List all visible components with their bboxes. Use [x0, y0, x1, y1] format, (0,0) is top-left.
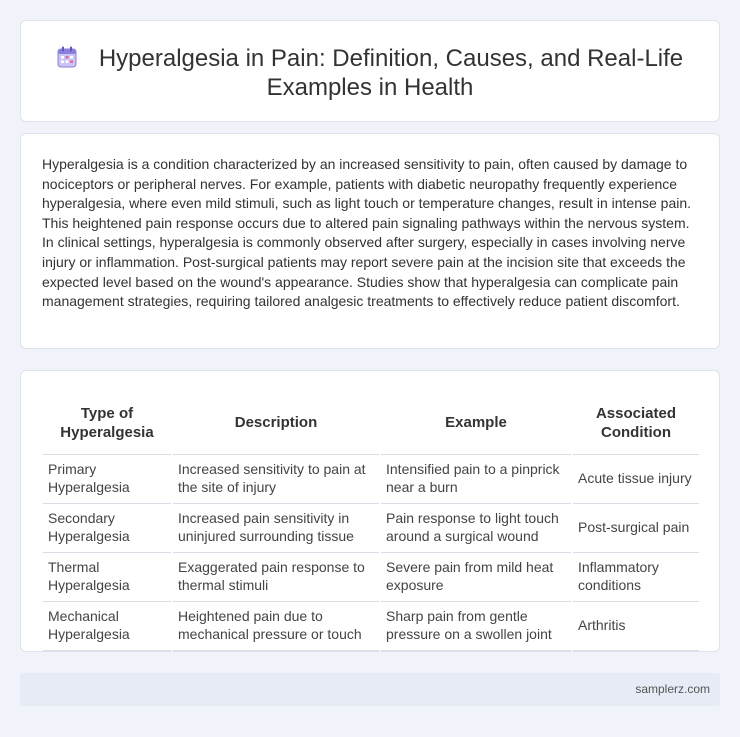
cell-condition: Acute tissue injury: [572, 454, 699, 503]
table-row: [43, 552, 699, 601]
cell-description: Increased sensitivity to pain at the site of injury: [172, 454, 380, 503]
cell-description: Heightened pain due to mechanical pressure or touch: [172, 601, 380, 650]
hyperalgesia-table: [43, 392, 699, 651]
intro-card: [20, 133, 720, 349]
cell-example: Intensified pain to a pinprick near a burn: [380, 454, 572, 503]
column-header-condition: Associated Condition: [572, 392, 699, 454]
intro-paragraph: Hyperalgesia is a condition characterized by an increased sensitivity to pain, often caused by damage to nociceptors or peripheral nerves. For example, patients with diabetic neuropathy frequently experience hyperalgesia, where even mild stimuli, such as light touch or temperature changes, result in intense pain. This heightened pain response occurs due to altered pain signaling pathways within the nervous system. In clinical settings, hyperalgesia is commonly observed after surgery, especially in cases involving nerve injury or inflammation. Post-surgical patients may report severe pain at the incision site that exceeds the expected level based on the wound's appearance. Studies show that hyperalgesia can complicate pain management strategies, requiring tailored analgesic treatments to effectively reduce patient discomfort.: [42, 156, 692, 310]
column-header-type: Type of Hyperalgesia: [43, 392, 172, 454]
column-header-example: Example: [380, 392, 572, 454]
table-row: [43, 601, 699, 650]
page-title: Hyperalgesia in Pain: Definition, Causes, and Real-Life Examples in Health: [98, 45, 684, 101]
cell-condition: Inflammatory conditions: [572, 552, 699, 601]
cell-description: Exaggerated pain response to thermal stimuli: [172, 552, 380, 601]
cell-type: Primary Hyperalgesia: [43, 454, 172, 503]
cell-example: Sharp pain from gentle pressure on a swollen joint: [380, 601, 572, 650]
cell-example: Pain response to light touch around a surgical wound: [380, 503, 572, 552]
cell-example: Severe pain from mild heat exposure: [380, 552, 572, 601]
cell-type: Secondary Hyperalgesia: [43, 503, 172, 552]
table-card: [20, 370, 720, 652]
cell-condition: Arthritis: [572, 601, 699, 650]
column-header-description: Description: [172, 392, 380, 454]
cell-type: Mechanical Hyperalgesia: [43, 601, 172, 650]
page-title-wrap: [21, 44, 719, 102]
calendar-grid-icon: [57, 46, 77, 68]
title-card: [20, 20, 720, 122]
footer-bar: [20, 673, 720, 706]
table-row: [43, 454, 699, 503]
cell-description: Increased pain sensitivity in uninjured surrounding tissue: [172, 503, 380, 552]
cell-type: Thermal Hyperalgesia: [43, 552, 172, 601]
footer-site-link[interactable]: samplerz.com: [635, 682, 710, 696]
table-header-row: [43, 392, 699, 454]
cell-condition: Post-surgical pain: [572, 503, 699, 552]
table-row: [43, 503, 699, 552]
